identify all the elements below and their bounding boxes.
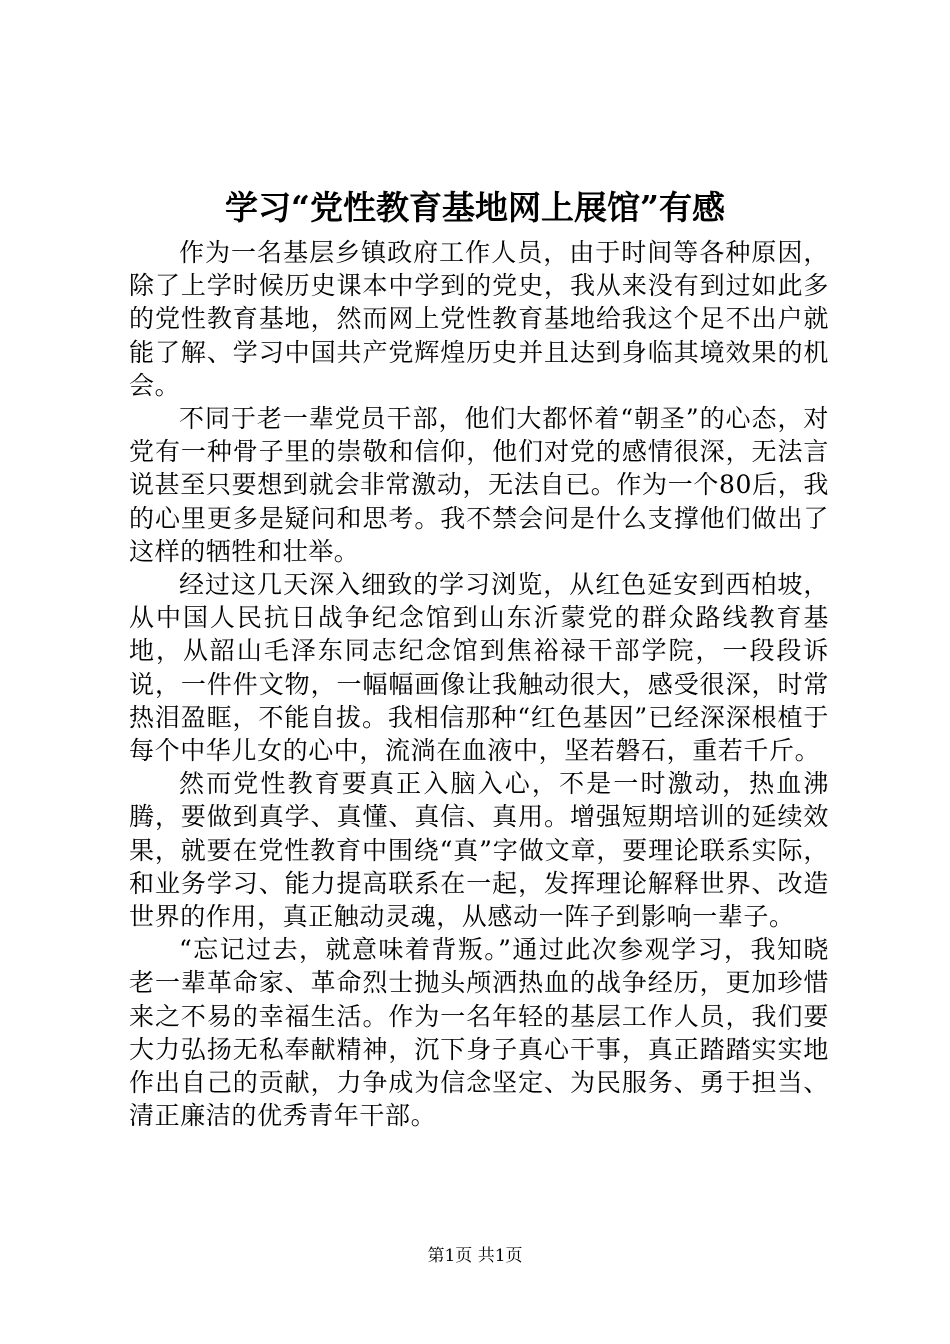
paragraph-4: 然而党性教育要真正入脑入心，不是一时激动，热血沸腾，要做到真学、真懂、真信、真用。增强短期培训的延续效果，就要在党性教育中围绕“真”字做文章，要理论联系实际，和业务学习、能力提高联系在一起，发挥理论解释世界、改造世界的作用，真正触动灵魂，从感动一阵子到影响一辈子。: [129, 769, 829, 932]
paragraph-1: 作为一名基层乡镇政府工作人员，由于时间等各种原因，除了上学时候历史课本中学到的党史，我从来没有到过如此多的党性教育基地，然而网上党性教育基地给我这个足不出户就能了解、学习中国共产党辉煌历史并且达到身临其境效果的机会。: [129, 238, 829, 400]
page-number-footer: 第1页 共1页: [427, 1246, 523, 1266]
paragraph-5: “忘记过去，就意味着背叛。”通过此次参观学习，我知晓老一辈革命家、革命烈士抛头颅洒热血的战争经历，更加珍惜来之不易的幸福生活。作为一名年轻的基层工作人员，我们要大力弘扬无私奉献精神，沉下身子真心干事，真正踏踏实实地作出自己的贡献，力争成为信念坚定、为民服务、勇于担当、清正廉洁的优秀青年干部。: [129, 935, 829, 1131]
paragraph-3: 经过这几天深入细致的学习浏览，从红色延安到西柏坡，从中国人民抗日战争纪念馆到山东沂蒙党的群众路线教育基地，从韶山毛泽东同志纪念馆到焦裕禄干部学院，一段段诉说，一件件文物，一幅幅画像让我触动很大，感受很深，时常热泪盈眶，不能自拔。我相信那种“红色基因”已经深深根植于每个中华儿女的心中，流淌在血液中，坚若磐石，重若千斤。: [129, 570, 829, 766]
document-body: [129, 236, 829, 1132]
document-title: 学习“党性教育基地网上展馆”有感: [225, 188, 725, 227]
paragraph-2: 不同于老一辈党员干部，他们大都怀着“朝圣”的心态，对党有一种骨子里的崇敬和信仰，他们对党的感情很深，无法言说甚至只要想到就会非常激动，无法自已。作为一个80后，我的心里更多是疑问和思考。我不禁会问是什么支撑他们做出了这样的牺牲和壮举。: [129, 404, 829, 566]
